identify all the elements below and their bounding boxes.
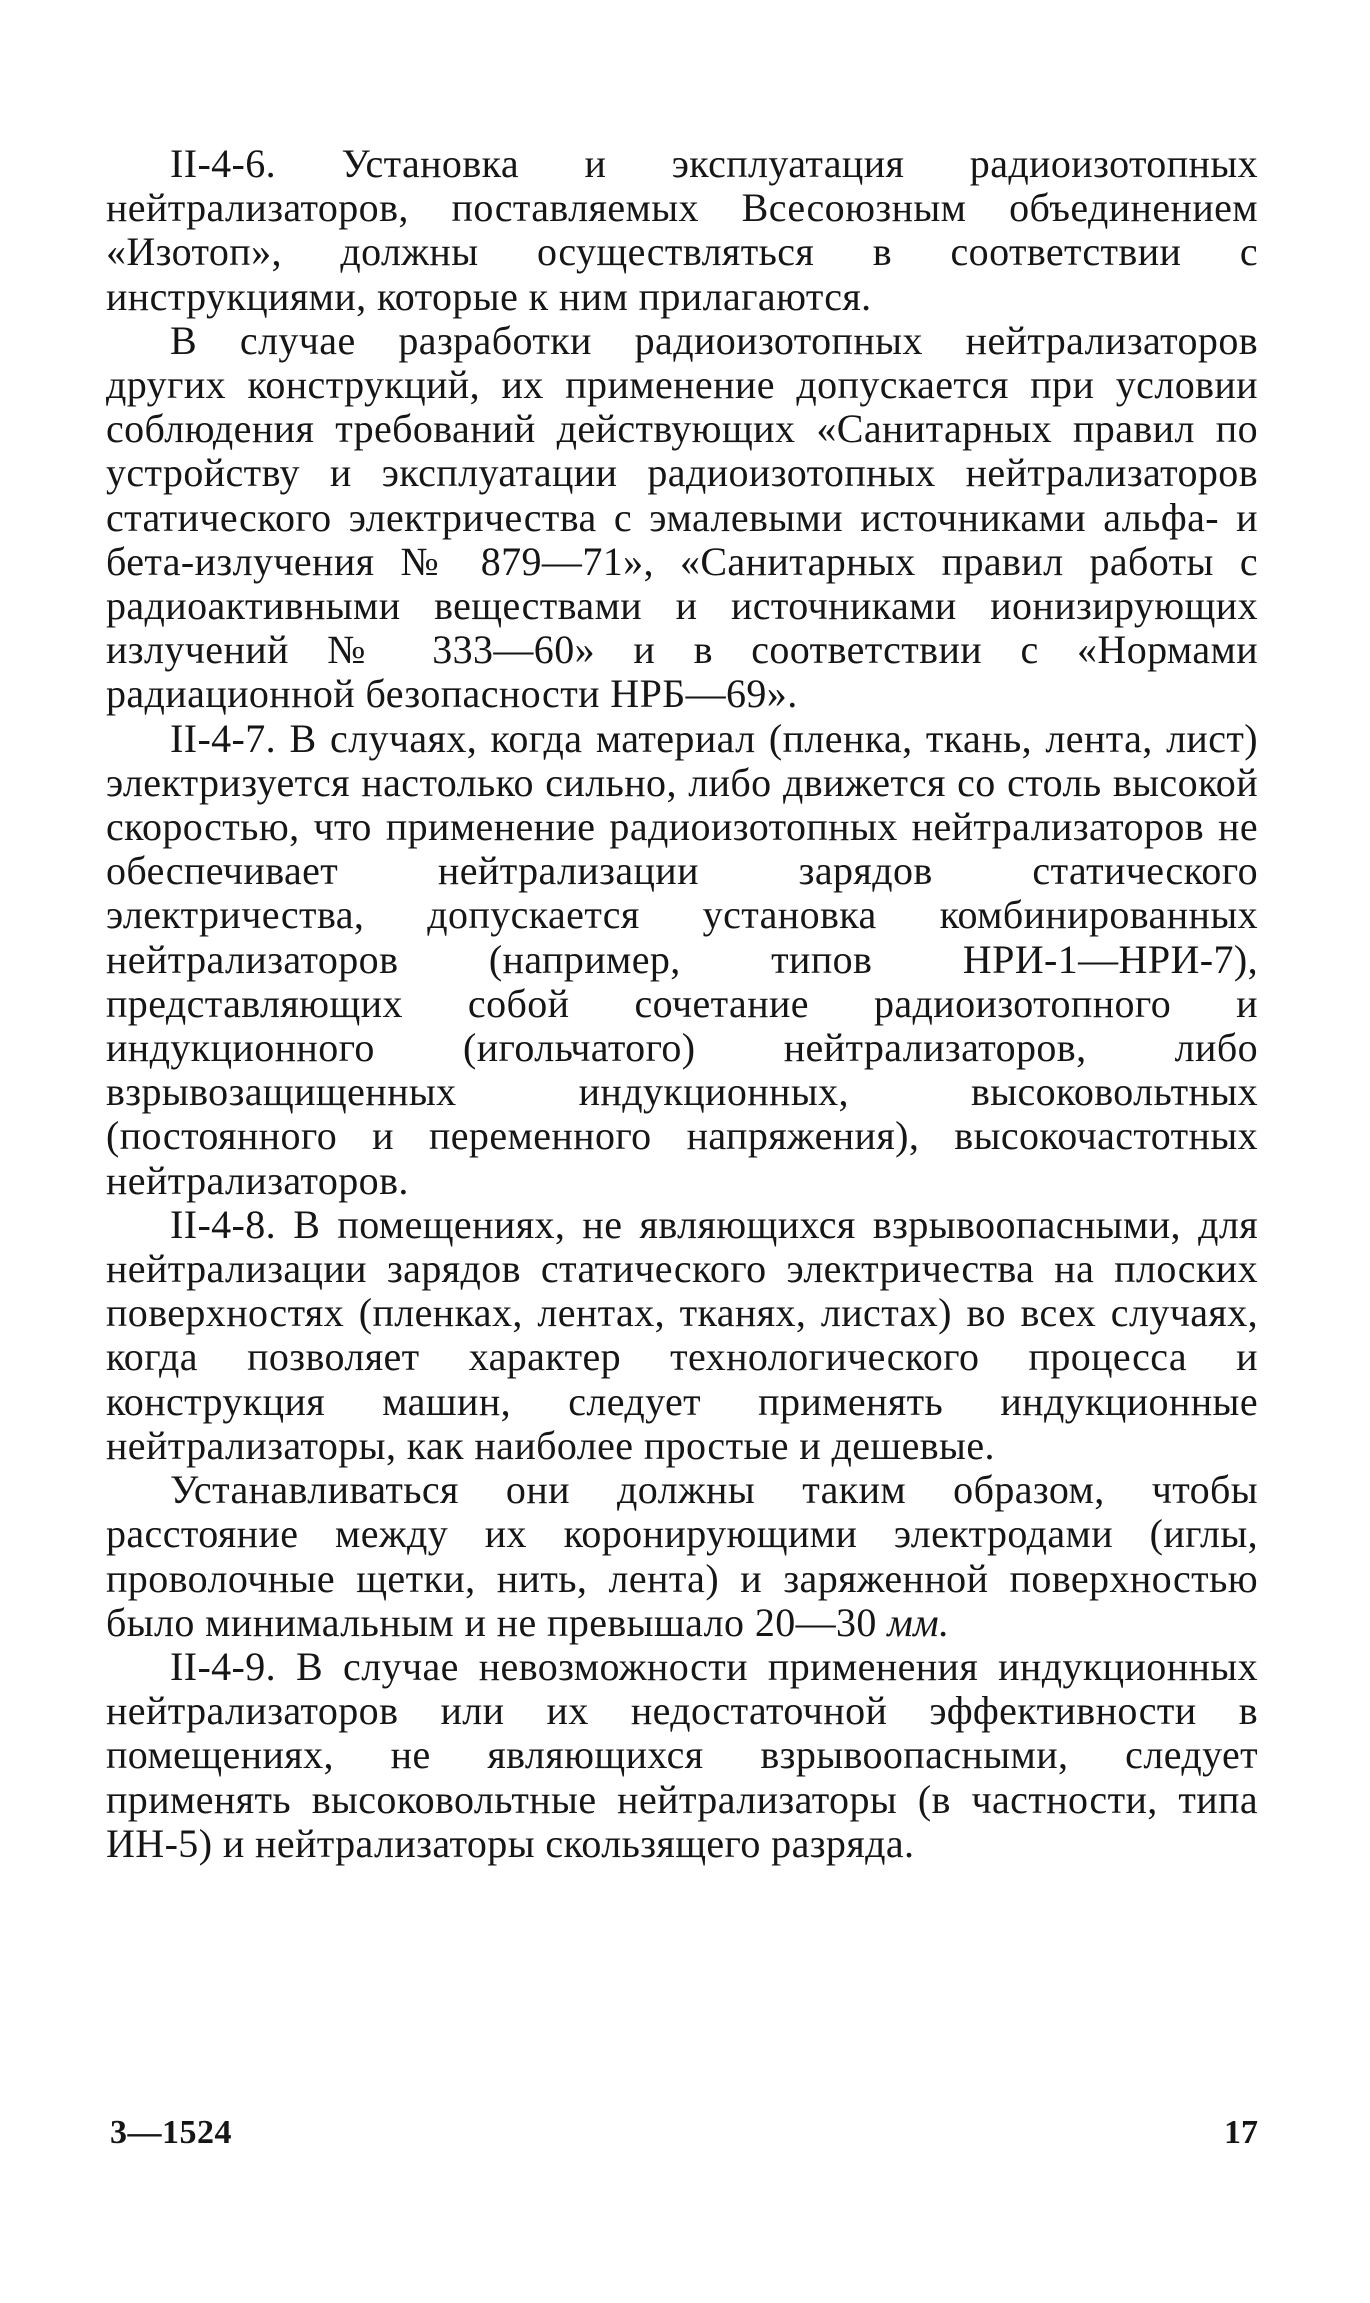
paragraph-installation-distance <box>106 1468 1258 1645</box>
printer-signature: 3—1524 <box>110 2114 232 2151</box>
paragraph-radioisotope-development: В случае разработки радиоизотопных нейтрализаторов других конструкций, их применение допускается при условии соблюдения требований действующих «Санитарных правил по устройству и эксплуатации радиоизотопных нейтрализаторов статического электричества с эмалевыми источниками альфа- и бета-излучения № 879—71», «Санитарных правил работы с радиоактивными веществами и источниками ионизирующих излучений № 333—60» и в соответствии с «Нормами радиационной безопасности НРБ—69». <box>106 317 1258 717</box>
page-number: 17 <box>1224 2114 1258 2151</box>
body-text <box>106 142 1258 1866</box>
paragraph-ii-4-7: II-4-7. В случаях, когда материал (пленка, ткань, лента, лист) электризуется настолько сильно, либо движется со столь высокой скоростью, что применение радиоизотопных нейтрализаторов не обеспечивает нейтрализации зарядов статического электричества, допускается установка комбинированных нейтрализаторов (например, типов НРИ-1—НРИ-7), представляющих собой сочетание радиоизотопного и индукционного (игольчатого) нейтрализаторов, либо взрывозащищенных индукционных, высоковольтных (постоянного и переменного напряжения), высокочастотных нейтрализаторов. <box>106 715 1258 1203</box>
paragraph-installation-distance-text: Устанавливаться они должны таким образом, чтобы расстояние между их коронирующими электродами (иглы, проволочные щетки, нить, лента) и заряженной поверхностью было минимальным и не превышало 20—30 <box>106 1467 1258 1645</box>
paragraph-ii-4-8: II-4-8. В помещениях, не являющихся взрывоопасными, для нейтрализации зарядов статического электричества на плоских поверхностях (пленках, лентах, тканях, листах) во всех случаях, когда позволяет характер технологического процесса и конструкция машин, следует применять индукционные нейтрализаторы, как наиболее простые и дешевые. <box>106 1201 1258 1468</box>
paragraph-ii-4-9: II-4-9. В случае невозможности применения индукционных нейтрализаторов или их недостаточной эффективности в помещениях, не являющихся взрывоопасными, следует применять высоковольтные нейтрализаторы (в частности, типа ИН-5) и нейтрализаторы скользящего разряда. <box>106 1643 1258 1866</box>
distance-unit: мм. <box>887 1599 950 1645</box>
paragraph-ii-4-6: II-4-6. Установка и эксплуатация радиоизотопных нейтрализаторов, поставляемых Всесоюзным объединением «Изотоп», должны осуществляться в соответствии с инструкциями, которые к ним прилагаются. <box>106 141 1258 319</box>
